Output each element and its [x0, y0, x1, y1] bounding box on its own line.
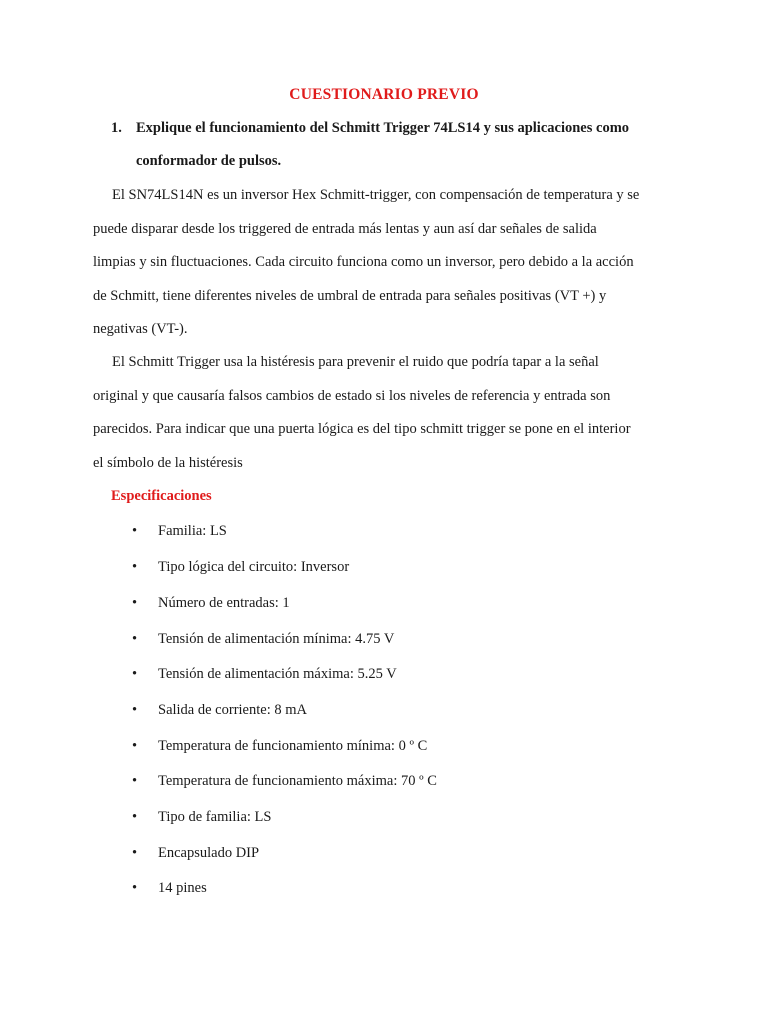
list-item: Tipo lógica del circuito: Inversor — [158, 559, 350, 575]
list-item: Salida de corriente: 8 mA — [158, 702, 307, 718]
bullet-icon: • — [132, 702, 138, 718]
question-number: 1. — [111, 120, 122, 136]
bullet-icon: • — [132, 738, 138, 754]
bullet-icon: • — [132, 809, 138, 825]
specs-heading: Especificaciones — [111, 488, 212, 504]
bullet-icon: • — [132, 595, 138, 611]
bullet-icon: • — [132, 559, 138, 575]
question-text-line-2: conformador de pulsos. — [136, 153, 282, 169]
question-text-line-1: Explique el funcionamiento del Schmitt Trigger 74LS14 y sus aplicaciones como — [136, 120, 630, 136]
paragraph-1-line-4: de Schmitt, tiene diferentes niveles de umbral de entrada para señales positivas (VT +) y — [93, 288, 607, 304]
bullet-icon: • — [132, 523, 138, 539]
paragraph-1-line-3: limpias y sin fluctuaciones. Cada circuito funciona como un inversor, pero debido a la acción — [93, 254, 634, 270]
list-item: Encapsulado DIP — [158, 845, 260, 861]
paragraph-2-line-1: El Schmitt Trigger usa la histéresis para prevenir el ruido que podría tapar a la señal — [112, 354, 599, 370]
paragraph-2-line-2: original y que causaría falsos cambios de estado si los niveles de referencia y entrada son — [93, 388, 611, 404]
paragraph-2-line-3: parecidos. Para indicar que una puerta lógica es del tipo schmitt trigger se pone en el interior — [93, 421, 631, 437]
list-item: Número de entradas: 1 — [158, 595, 290, 611]
list-item: Tensión de alimentación máxima: 5.25 V — [158, 666, 397, 682]
bullet-icon: • — [132, 845, 138, 861]
page-title: CUESTIONARIO PREVIO — [289, 86, 479, 103]
bullet-icon: • — [132, 773, 138, 789]
list-item: Tipo de familia: LS — [158, 809, 272, 825]
list-item: 14 pines — [158, 880, 207, 896]
list-item: Temperatura de funcionamiento máxima: 70 º C — [158, 773, 437, 789]
bullet-icon: • — [132, 666, 138, 682]
paragraph-1-line-1: El SN74LS14N es un inversor Hex Schmitt-trigger, con compensación de temperatura y se — [112, 187, 640, 203]
bullet-icon: • — [132, 631, 138, 647]
paragraph-1-line-5: negativas (VT-). — [93, 321, 188, 337]
list-item: Tensión de alimentación mínima: 4.75 V — [158, 631, 395, 647]
list-item: Temperatura de funcionamiento mínima: 0 º C — [158, 738, 428, 754]
bullet-icon: • — [132, 880, 138, 896]
paragraph-1-line-2: puede disparar desde los triggered de entrada más lentas y aun así dar señales de salida — [93, 221, 597, 237]
list-item: Familia: LS — [158, 523, 227, 539]
paragraph-2-line-4: el símbolo de la histéresis — [93, 455, 243, 471]
